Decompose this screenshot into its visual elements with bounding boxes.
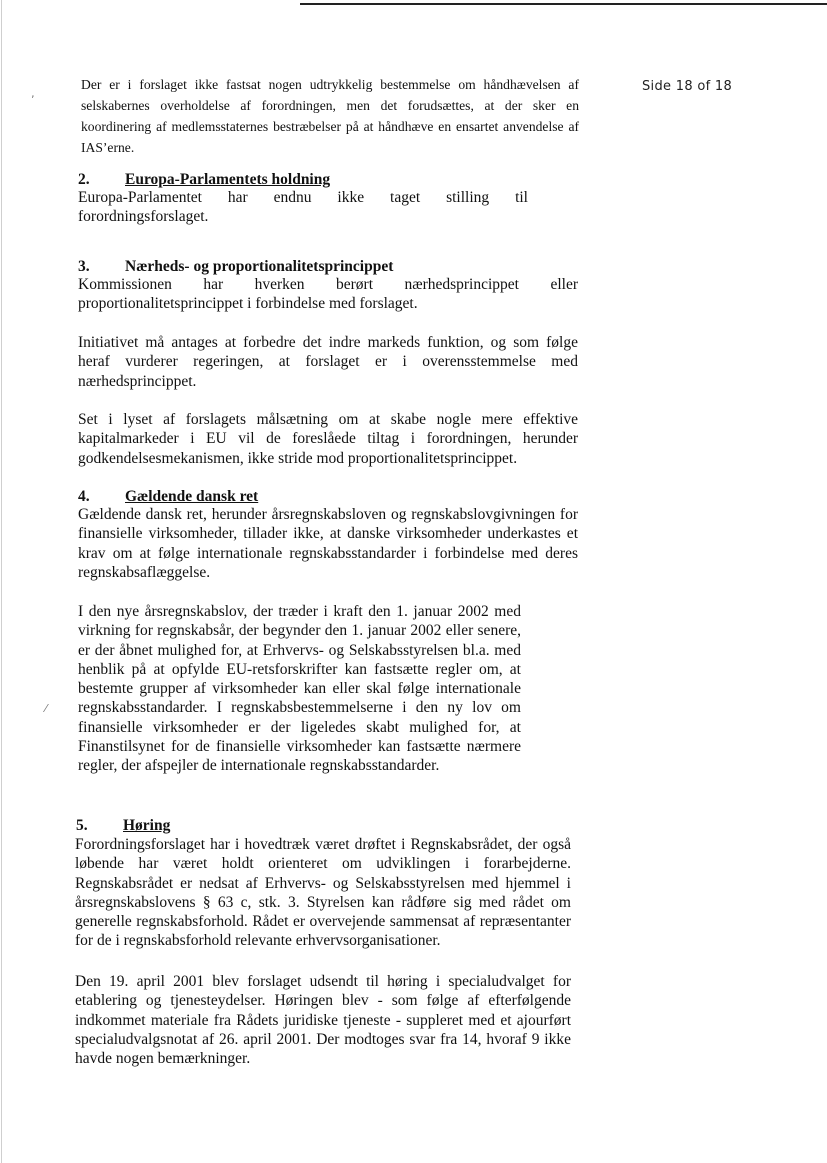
section-number: 5. xyxy=(76,817,88,834)
section-heading-4 xyxy=(78,487,258,506)
section-heading-2 xyxy=(78,170,330,189)
paragraph: Europa-Parlamentet har endnu ikke taget stilling til forordningsforslaget. xyxy=(78,189,528,226)
page-number: Side 18 of 18 xyxy=(642,79,733,94)
section-number: 2. xyxy=(78,171,90,188)
paragraph: Forordningsforslaget har i hovedtræk været drøftet i Regnskabsrådet, der også løbende har været holdt orienteret om udviklingen i forarbejderne. Regnskabsrådet er nedsat af Erhvervs- og Selskabsstyrelsen med hjemmel i årsregnskabslovens § 63 c, stk. 3. Styrelsen kan rådføre sig med rådet om generelle regnskabsforhold. Rådet er overvejende sammensat af repræsentanter for de i regnskabsforhold relevante erhvervsorganisationer. xyxy=(75,836,571,950)
section-number: 4. xyxy=(78,488,90,505)
paragraph: Set i lyset af forslagets målsætning om at skabe nogle mere effektive kapitalmarkeder i EU vil de foreslåede tiltag i forordningen, herunder godkendelsesmekanismen, ikke stride mod proportionalitetsprincippet. xyxy=(78,411,578,467)
section-title: Europa-Parlamentets holdning xyxy=(125,171,331,188)
section-title: Gældende dansk ret xyxy=(125,488,259,505)
page-edge xyxy=(1,0,2,1163)
intro-paragraph: Der er i forslaget ikke fastsat nogen udtrykkelig bestemmelse om håndhævelsen af selskabernes overholdelse af forordningen, men det forudsættes, at der sker en koordinering af medlemsstaternes bestræbelser på at håndhæve en ensartet anvendelse af IAS’erne. xyxy=(81,77,579,155)
section-title: Høring xyxy=(123,817,171,834)
top-rule xyxy=(300,3,827,5)
section-heading-3 xyxy=(78,257,393,276)
scan-mark: ⁄ xyxy=(45,702,47,715)
paragraph: Den 19. april 2001 blev forslaget udsendt til høring i specialudvalget for etablering og tjenesteydelser. Høringen blev - som følge af efterfølgende indkommet materiale fra Rådets juridiske tjeneste - suppleret med et ajourført specialudvalgsnotat af 26. april 2001. Der modtoges svar fra 14, hvoraf 9 ikke havde nogen bemærkninger. xyxy=(75,973,571,1068)
paragraph: Initiativet må antages at forbedre det indre markeds funktion, og som følge heraf vurderer regeringen, at forslaget er i overensstemmelse med nærhedsprincippet. xyxy=(78,334,578,390)
paragraph: I den nye årsregnskabslov, der træder i kraft den 1. januar 2002 med virkning for regnskabsår, der begynder den 1. januar 2002 eller senere, er der åbnet mulighed for, at Erhvervs- og Selskabsstyrelsen bl.a. med henblik på at opfylde EU-retsforskrifter kan fastsætte regler om, at bestemte grupper af virksomheder kan eller skal følge internationale regnskabsstandarder. I regnskabsbestemmelserne i den ny lov om finansielle virksomheder er der ligeledes skabt mulighed for, at Finanstilsynet for de finansielle virksomheder kan fastsætte nærmere regler, der afspejler de internationale regnskabsstandarder. xyxy=(78,603,521,775)
scan-mark: ‚ xyxy=(31,87,35,100)
section-number: 3. xyxy=(78,258,90,275)
paragraph: Gældende dansk ret, herunder årsregnskabsloven og regnskabslovgivningen for finansielle virksomheder, tillader ikke, at danske virksomheder underkastes et krav om at følge internationale regnskabsstandarder i forbindelse med deres regnskabsaflæggelse. xyxy=(78,506,578,581)
section-title: Nærheds- og proportionalitetsprincippet xyxy=(125,258,394,275)
section-heading-5 xyxy=(76,816,170,835)
paragraph: Kommissionen har hverken berørt nærhedsprincippet eller proportionalitetsprincippet i forbindelse med forslaget. xyxy=(78,276,578,313)
